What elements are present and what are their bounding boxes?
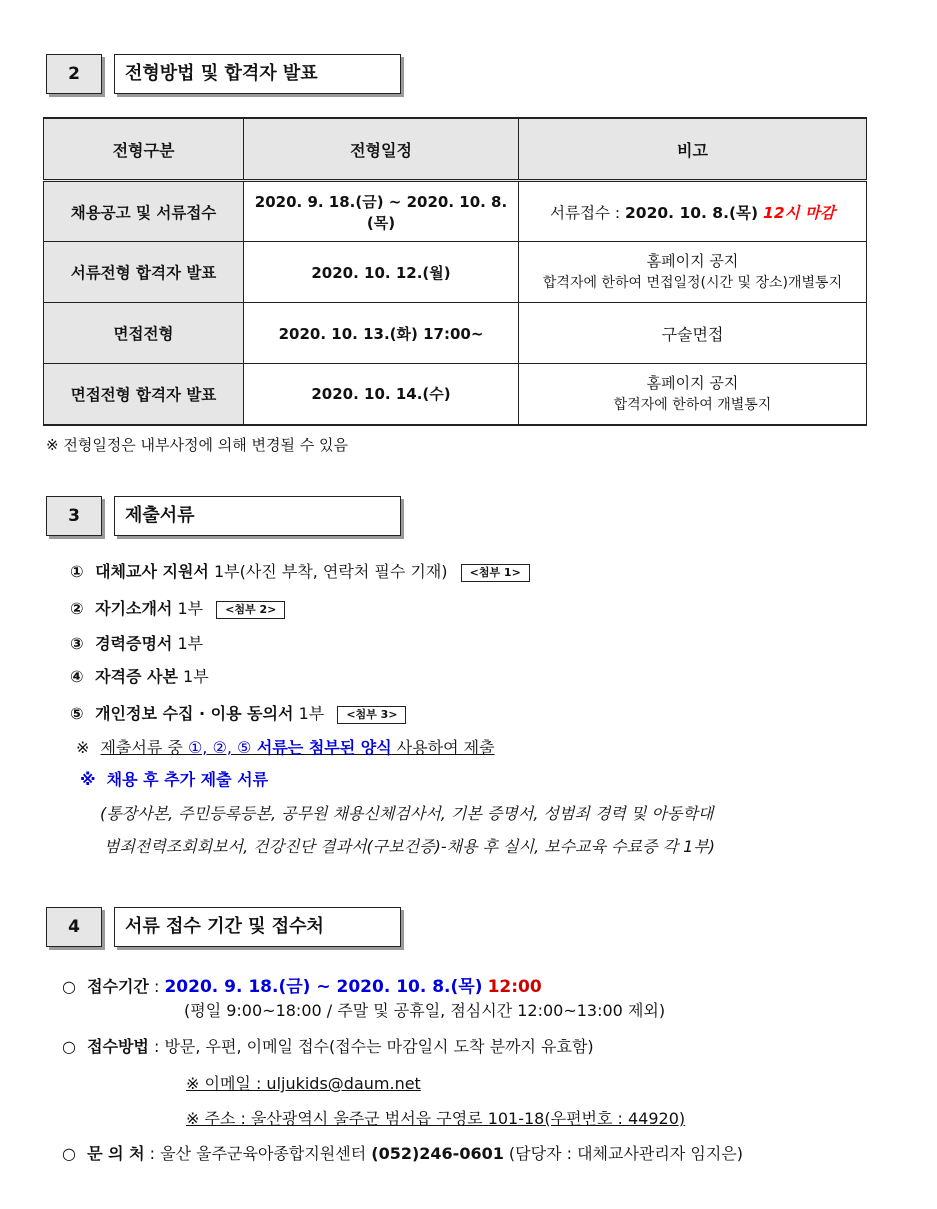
section-number-4: 4 <box>46 907 102 947</box>
document-item <box>70 665 209 689</box>
schedule-table <box>43 117 867 426</box>
item-name: 개인정보 수집 · 이용 동의서 <box>95 704 294 723</box>
row-date: 2020. 9. 18.(금) ~ 2020. 10. 8.(목) <box>244 181 519 242</box>
item-marker: ④ <box>70 667 84 686</box>
method-row <box>62 1035 594 1059</box>
section-title-4: 서류 접수 기간 및 접수처 <box>114 907 401 947</box>
document-item <box>70 560 530 584</box>
item-name: 대체교사 지원서 <box>95 562 209 581</box>
item-marker: ③ <box>70 634 84 653</box>
item-marker: ② <box>70 599 84 618</box>
schedule-footnote: ※ 전형일정은 내부사정에 의해 변경될 수 있음 <box>46 436 348 454</box>
row-remark <box>519 181 867 242</box>
attachment-tag: <첨부 1> <box>461 564 530 582</box>
period-time: 12:00 <box>487 977 542 997</box>
bullet: ○ <box>62 1037 76 1056</box>
item-name: 자격증 사본 <box>95 667 178 686</box>
row-remark <box>519 364 867 425</box>
remark-deadline-date: 2020. 10. 8.(목) <box>625 203 759 222</box>
additional-docs-title: 채용 후 추가 제출 서류 <box>106 770 269 789</box>
header-category: 전형구분 <box>44 118 244 181</box>
row-date: 2020. 10. 12.(월) <box>244 242 519 303</box>
method-text: : 방문, 우편, 이메일 접수(접수는 마감일시 도착 분까지 유효함) <box>148 1037 594 1056</box>
table-row <box>44 242 867 303</box>
item-detail: 1부 <box>298 704 325 723</box>
period-row: ○ 접수기간 : 2020. 9. 18.(금) ~ 2020. 10. 8.(목) 12:00 <box>62 977 542 997</box>
document-item <box>70 702 406 726</box>
remark-line-1: 홈페이지 공지 <box>646 373 739 392</box>
row-category: 서류전형 합격자 발표 <box>44 242 244 303</box>
item-detail: 1부 <box>177 634 204 653</box>
row-remark: 구술면접 <box>519 303 867 364</box>
note-prefix: ※ <box>76 738 90 757</box>
contact-phone: (052)246-0601 <box>371 1144 504 1163</box>
note-text: 제출서류 중 ①, ②, ⑤ 서류는 첨부된 양식 사용하여 제출 <box>100 738 495 757</box>
remark-prefix: 서류접수 : <box>550 203 626 222</box>
note-prefix: ※ <box>80 770 96 789</box>
bullet: ○ <box>62 1144 76 1163</box>
period-label: 접수기간 <box>87 977 149 996</box>
section-number-2: 2 <box>46 54 102 94</box>
item-name: 경력증명서 <box>95 634 173 653</box>
period-dates: 2020. 9. 18.(금) ~ 2020. 10. 8.(목) <box>164 977 483 997</box>
section-title-2: 전형방법 및 합격자 발표 <box>114 54 401 94</box>
row-date: 2020. 10. 13.(화) 17:00~ <box>244 303 519 364</box>
method-label: 접수방법 <box>87 1037 149 1056</box>
additional-docs-line-1: (통장사본, 주민등록등본, 공무원 채용신체검사서, 기본 증명서, 성범죄 경력 및 아동학대 <box>100 804 714 823</box>
document-item <box>70 632 203 656</box>
contact-row <box>62 1142 743 1166</box>
item-marker: ① <box>70 562 84 581</box>
item-marker: ⑤ <box>70 704 84 723</box>
remark-line-2: 합격자에 한하여 면접일정(시간 및 장소)개별통지 <box>542 275 843 291</box>
table-header-row <box>44 118 867 181</box>
table-row <box>44 364 867 425</box>
form-usage-note <box>76 736 495 760</box>
remark-deadline-time: 12시 마감 <box>763 203 835 222</box>
row-remark <box>519 242 867 303</box>
document-item <box>70 597 285 621</box>
section-title-3: 제출서류 <box>114 496 401 536</box>
contact-person: (담당자 : 대체교사관리자 임지은) <box>503 1144 743 1163</box>
item-detail: 1부(사진 부착, 연락처 필수 기재) <box>213 562 448 581</box>
row-category: 면접전형 <box>44 303 244 364</box>
row-category: 면접전형 합격자 발표 <box>44 364 244 425</box>
email-line: ※ 이메일 : uljukids@daum.net <box>186 1074 421 1093</box>
bullet: ○ <box>62 977 76 996</box>
remark-line-2: 합격자에 한하여 개별통지 <box>613 396 772 413</box>
attachment-tag: <첨부 3> <box>337 706 406 724</box>
period-subnote: (평일 9:00~18:00 / 주말 및 공휴일, 점심시간 12:00~13:00 제외) <box>184 1001 666 1020</box>
item-name: 자기소개서 <box>95 599 173 618</box>
row-category: 채용공고 및 서류접수 <box>44 181 244 242</box>
remark-line-1: 홈페이지 공지 <box>646 252 739 270</box>
header-schedule: 전형일정 <box>244 118 519 181</box>
additional-docs-line-2: 범죄전력조회회보서, 건강진단 결과서(구보건증)-채용 후 실시, 보수교육 수료증 각 1부) <box>104 837 716 856</box>
contact-label: 문 의 처 <box>87 1144 145 1163</box>
table-row <box>44 303 867 364</box>
item-detail: 1부 <box>177 599 204 618</box>
table-row <box>44 181 867 242</box>
section-number-3: 3 <box>46 496 102 536</box>
contact-text: : 울산 울주군육아종합지원센터 <box>144 1144 372 1163</box>
header-remarks: 비고 <box>519 118 867 181</box>
row-date: 2020. 10. 14.(수) <box>244 364 519 425</box>
address-line: ※ 주소 : 울산광역시 울주군 범서읍 구영로 101-18(우편번호 : 44920) <box>186 1109 686 1128</box>
item-detail: 1부 <box>183 667 209 686</box>
additional-docs-heading <box>80 768 268 792</box>
attachment-tag: <첨부 2> <box>216 601 285 619</box>
